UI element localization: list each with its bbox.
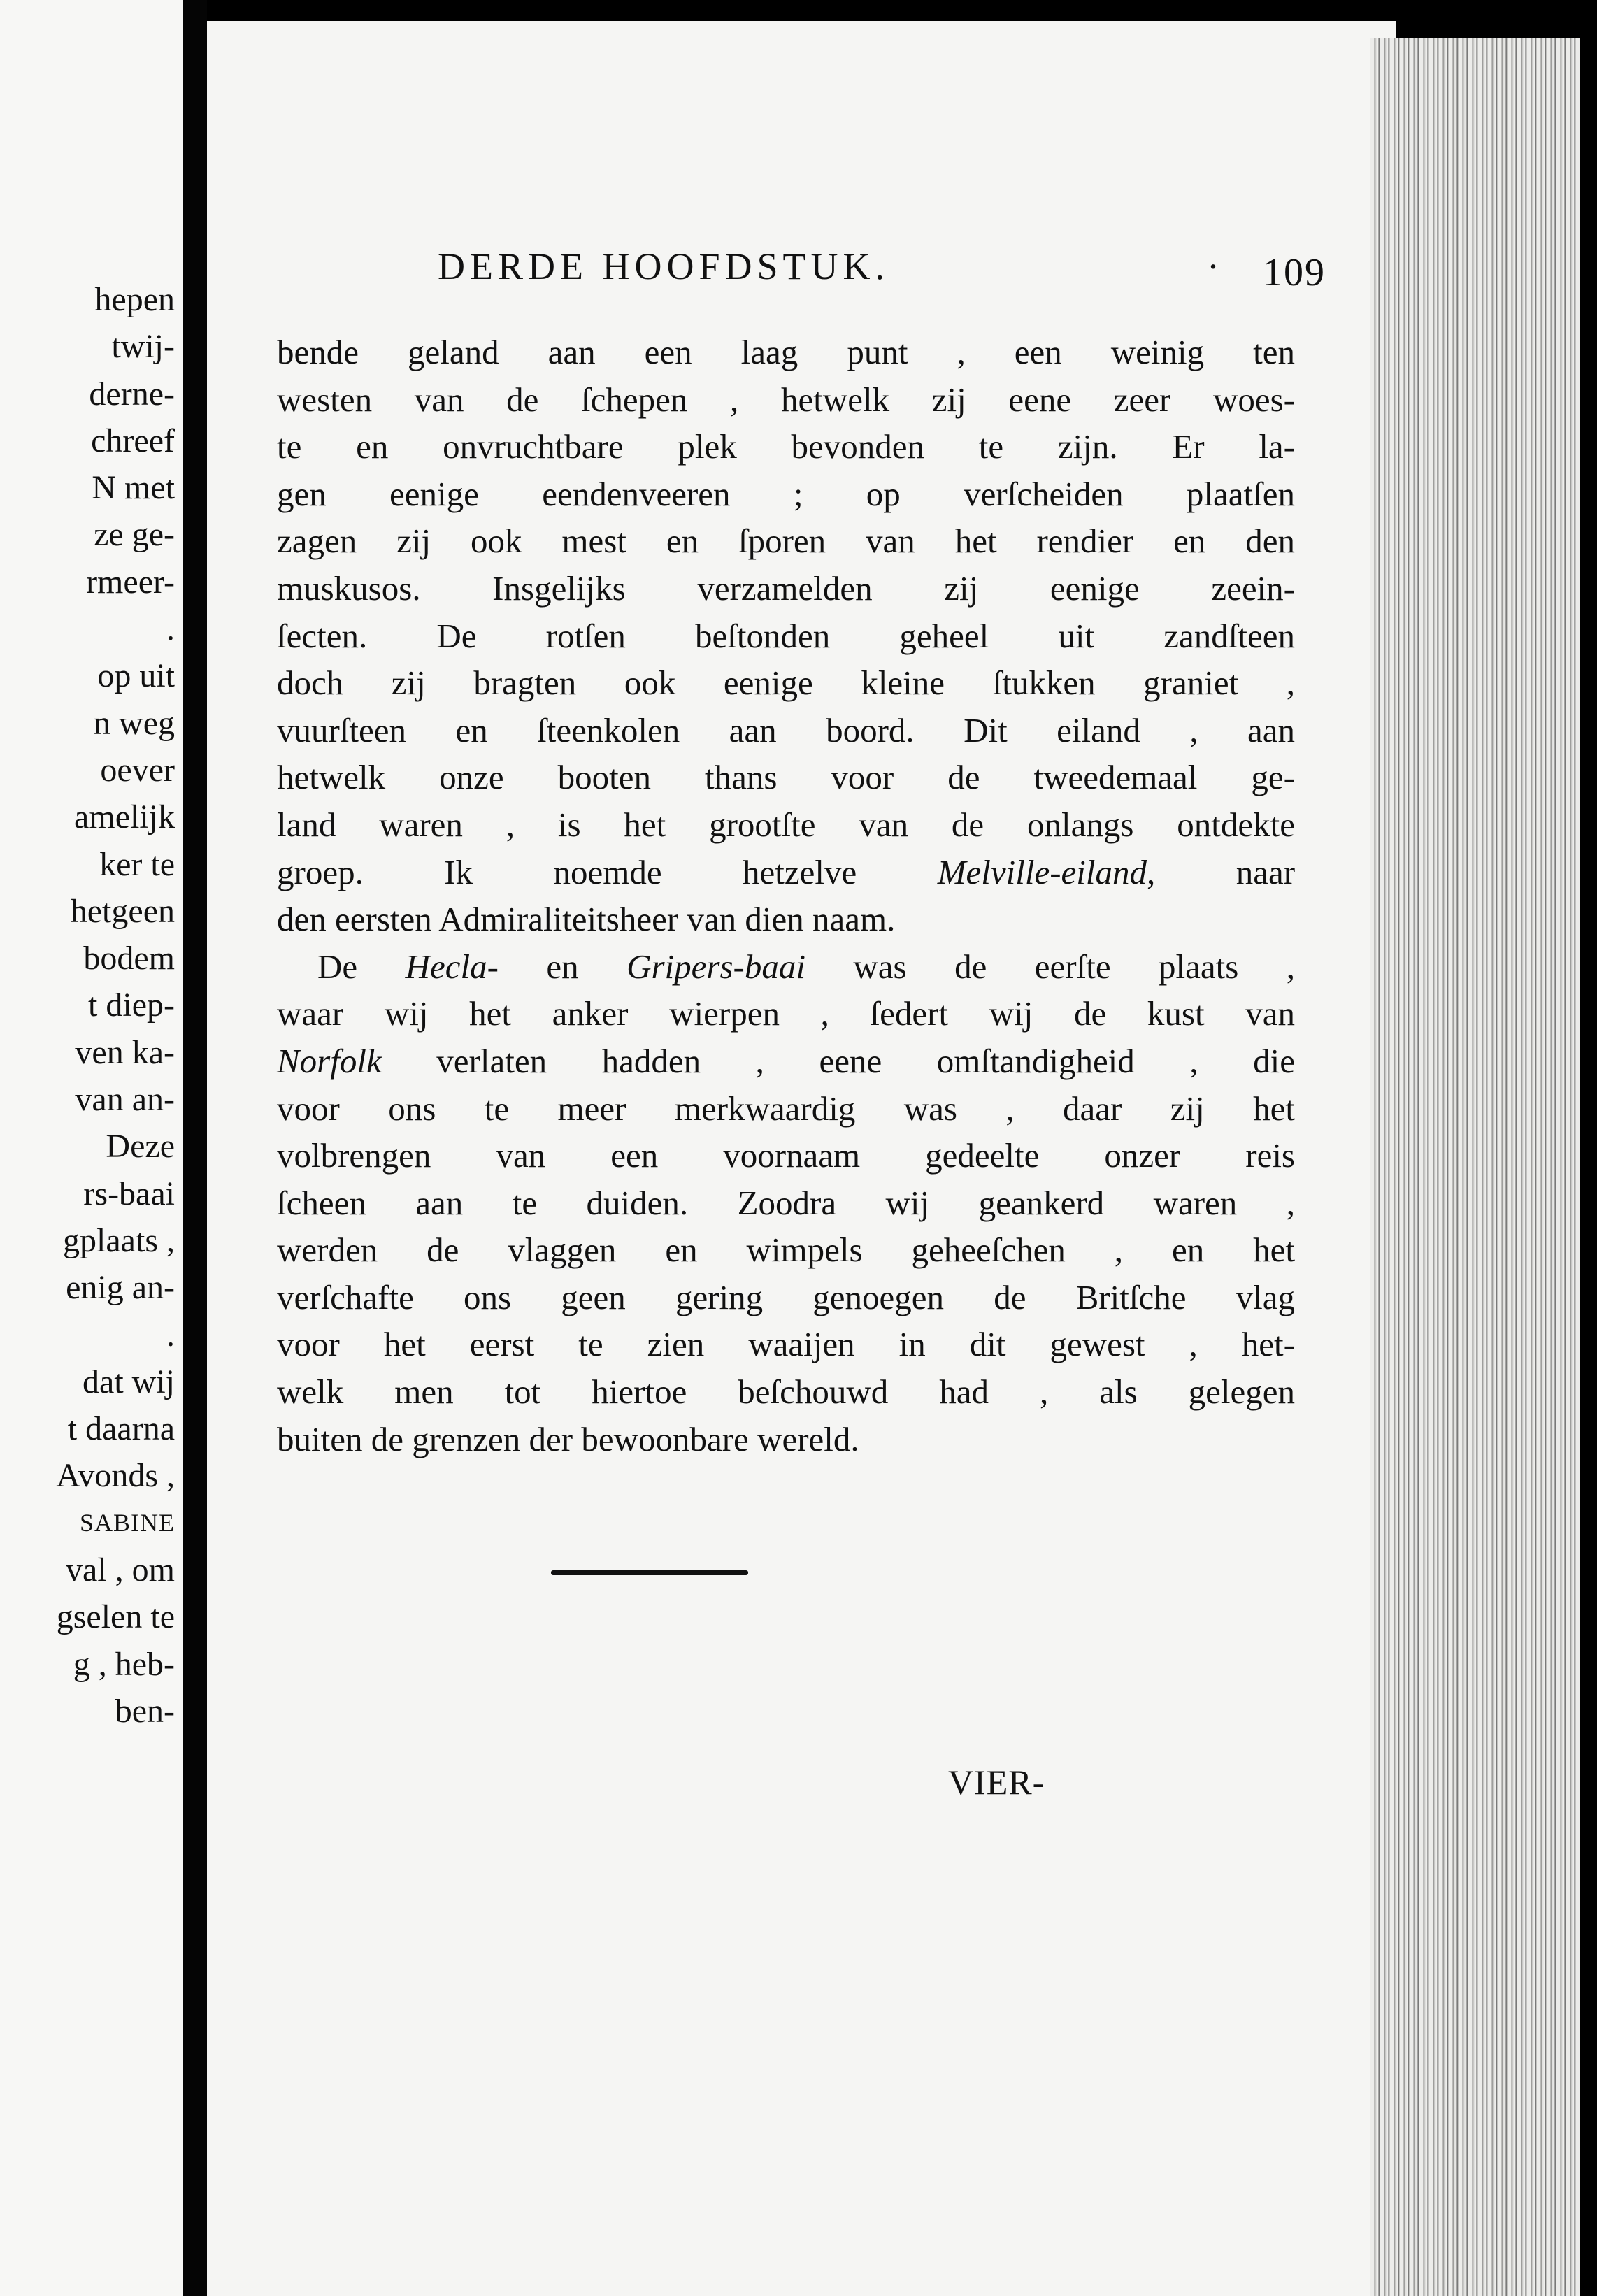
place-name: Hecla- <box>405 947 499 986</box>
marker-dot: · <box>1207 245 1224 287</box>
text-line: waar wij het anker wierpen , ſedert wij de kust van <box>277 994 1295 1033</box>
left-text-line: ze ge- <box>94 516 175 554</box>
text-line: den eersten Admiraliteitsheer van dien naam. <box>277 900 896 939</box>
left-text-line: SABINE <box>79 1508 175 1537</box>
text-line <box>277 943 1295 991</box>
text-line: hetwelk onze booten thans voor de tweedemaal ge- <box>277 758 1295 797</box>
left-text-line: gselen te <box>56 1598 175 1636</box>
left-text-line: g , heb- <box>73 1645 175 1683</box>
text-line: voor ons te meer merkwaardig was , daar zij het <box>277 1089 1295 1128</box>
text-line: doch zij bragten ook eenige kleine ſtukken graniet , <box>277 663 1295 703</box>
left-text-line: dat wij <box>83 1363 175 1400</box>
text-line: muskusos. Insgelijks verzamelden zij eenige zeein- <box>277 568 1295 608</box>
book-gutter <box>183 0 207 2296</box>
text-line: land waren , is het grootſte van de onlangs ontdekte <box>277 805 1295 844</box>
text-segment: en <box>546 947 579 986</box>
place-name: Gripers-baai <box>626 947 805 986</box>
left-text-line: rs-baai <box>83 1175 175 1212</box>
left-text-line: . <box>166 1316 175 1354</box>
book-page-edges <box>1370 38 1580 2296</box>
text-line <box>277 849 1295 896</box>
left-text-line: derne- <box>89 375 175 412</box>
catchword: VIER- <box>948 1763 1045 1802</box>
left-text-line: ben- <box>115 1692 175 1730</box>
text-line: voor het eerst te zien waaijen in dit gewest , het- <box>277 1325 1295 1364</box>
text-line: westen van de ſchepen , hetwelk zij eene zeer woes- <box>277 380 1295 419</box>
left-text-line: t daarna <box>67 1410 175 1448</box>
left-text-line: rmeer- <box>86 563 175 601</box>
text-segment: groep. Ik noemde hetzelve <box>277 852 857 891</box>
text-segment: verlaten hadden , eene omſtandigheid , die <box>436 1041 1295 1080</box>
text-line: zagen zij ook mest en ſporen van het rendier en den <box>277 522 1295 561</box>
left-text-line: enig an- <box>66 1269 175 1307</box>
text-line: volbrengen van een voornaam gedeelte onzer reis <box>277 1136 1295 1175</box>
left-text-line: val , om <box>66 1551 175 1589</box>
body-text <box>277 329 1295 1463</box>
text-line: werden de vlaggen en wimpels geheeſchen , en het <box>277 1230 1295 1270</box>
left-text-line: hepen <box>94 281 175 318</box>
text-line: welk men tot hiertoe beſchouwd had , als gelegen <box>277 1372 1295 1412</box>
text-line: ſcheen aan te duiden. Zoodra wij geankerd waren , <box>277 1183 1295 1222</box>
running-head <box>438 245 1326 294</box>
section-rule <box>551 1570 748 1575</box>
text-line: bende geland aan een laag punt , een weinig ten <box>277 333 1295 371</box>
text-segment: was de eerſte plaats , <box>853 947 1296 986</box>
left-text-line: van an- <box>75 1081 175 1119</box>
text-line <box>277 1038 1295 1085</box>
left-text-line: ker te <box>99 845 175 883</box>
paragraph-1 <box>277 329 1295 943</box>
text-line: buiten de grenzen der bewoonbare wereld. <box>277 1419 859 1458</box>
left-text-line: amelijk <box>74 798 175 836</box>
text-line: ſecten. De rotſen beſtonden geheel uit zandſteen <box>277 616 1295 655</box>
text-segment: De <box>317 947 358 986</box>
chapter-heading: DERDE HOOFDSTUK. <box>438 245 890 287</box>
left-text-line: bodem <box>83 940 175 977</box>
left-text-line: twij- <box>111 328 175 366</box>
left-text-line: . <box>166 610 175 648</box>
place-name: Melville-eiland <box>937 852 1147 891</box>
left-page-text <box>56 276 175 1735</box>
left-text-line: hetgeen <box>70 892 175 930</box>
text-line: verſchafte ons geen gering genoegen de Britſche vlag <box>277 1277 1295 1316</box>
text-line: te en onvruchtbare plek bevonden te zijn. Er la- <box>277 427 1295 466</box>
left-text-line: oever <box>100 751 175 789</box>
left-text-line: t diep- <box>88 986 175 1024</box>
left-text-line: N met <box>92 469 175 507</box>
text-line: gen eenige eendenveeren ; op verſcheiden plaatſen <box>277 474 1295 513</box>
left-text-line: op uit <box>97 657 175 695</box>
left-page <box>0 0 183 2296</box>
left-text-line: ven ka- <box>75 1033 175 1071</box>
left-text-line: n weg <box>94 704 175 742</box>
paragraph-2 <box>277 943 1295 1463</box>
text-segment: , naar <box>1147 852 1296 891</box>
text-line: vuurſteen en ſteenkolen aan boord. Dit eiland , aan <box>277 710 1295 749</box>
left-text-line: Deze <box>106 1128 175 1165</box>
left-text-line: gplaats , <box>63 1221 175 1259</box>
page-number: 109 <box>1263 251 1326 294</box>
right-page <box>207 21 1396 2296</box>
left-text-line: Avonds , <box>56 1457 175 1495</box>
left-text-line: chreef <box>91 422 175 459</box>
place-name: Norfolk <box>277 1041 382 1080</box>
